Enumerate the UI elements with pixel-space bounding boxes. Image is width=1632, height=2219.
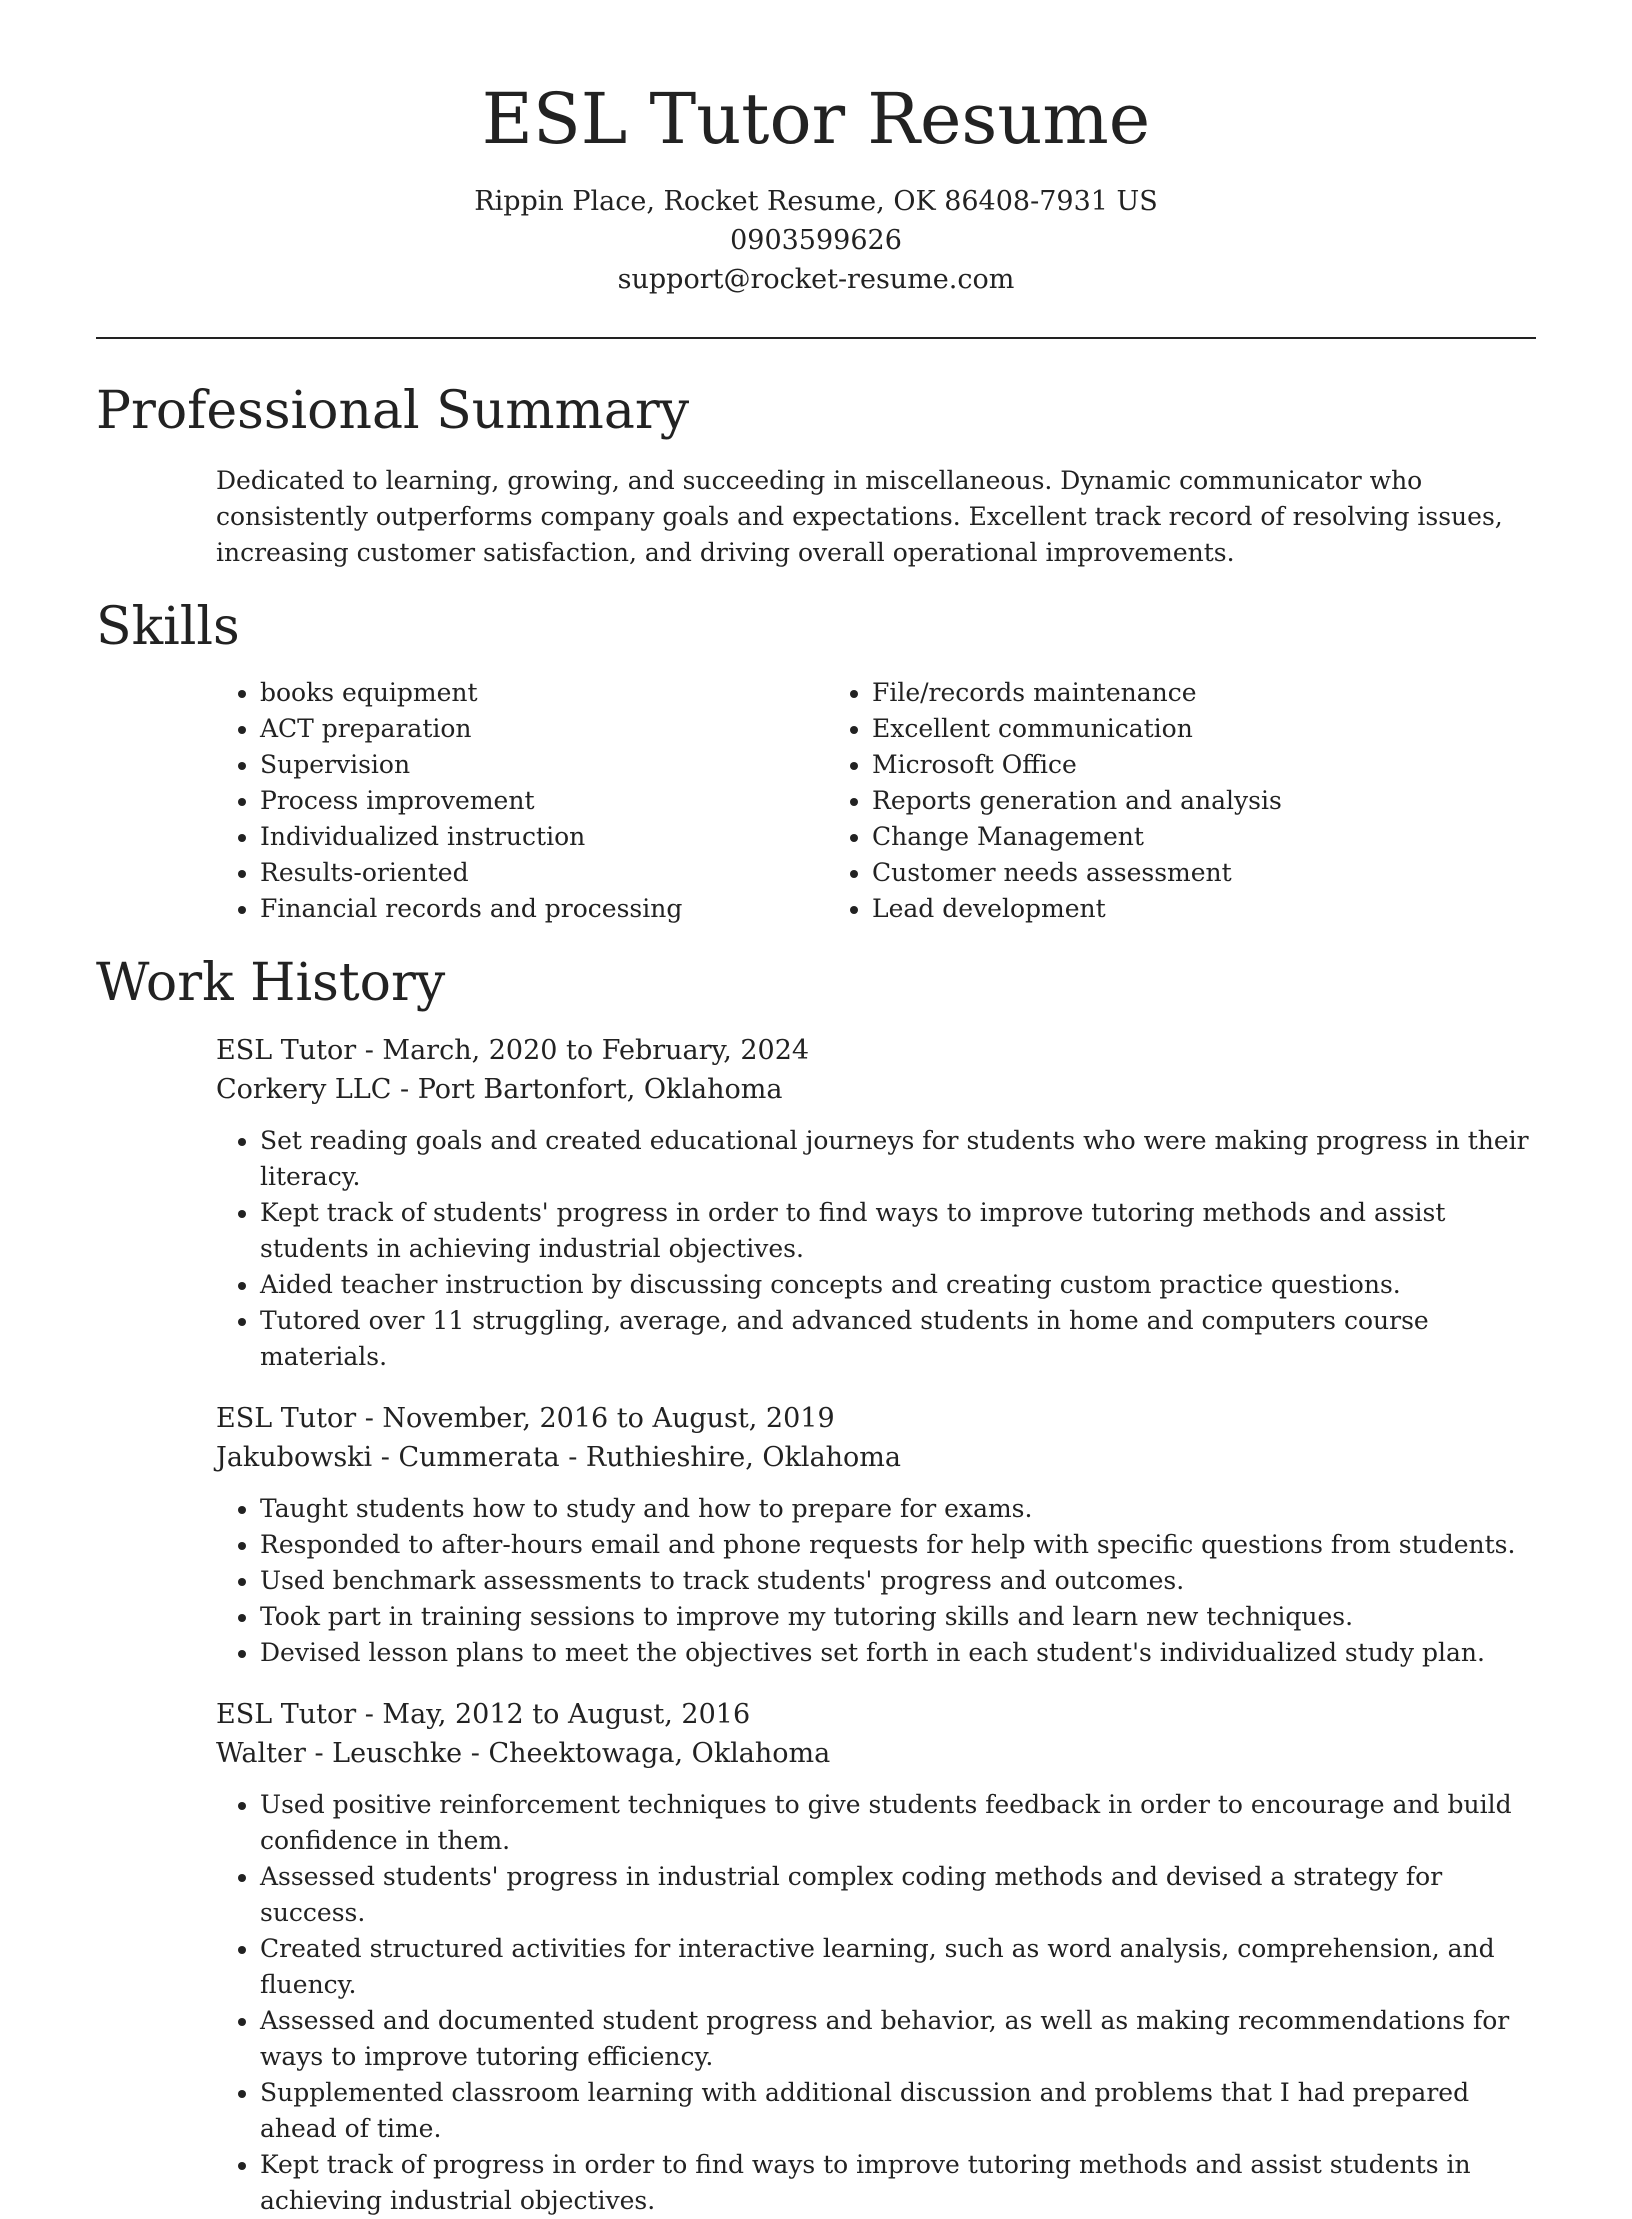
skills-column-left (216, 675, 822, 927)
contact-address: Rippin Place, Rocket Resume, OK 86408-7931 US (474, 186, 1158, 217)
job-bullet: • Used positive reinforcement techniques to give students feedback in order to encourage and build confidence in them. (260, 1787, 1536, 1859)
skill-item: • books equipment (260, 675, 822, 711)
job-bullet: • Used benchmark assessments to track students' progress and outcomes. (260, 1563, 1536, 1599)
skills-list (216, 675, 1536, 927)
job-bullet: • Supplemented classroom learning with additional discussion and problems that I had prepared ahead of time. (260, 2075, 1536, 2147)
resume-header (96, 0, 1536, 299)
job-bullets (216, 1491, 1536, 1671)
section-title-skills: Skills (96, 597, 240, 657)
job-entry (216, 1695, 1536, 2219)
skill-item: • Excellent communication (872, 711, 1428, 747)
job-bullet: • Responded to after-hours email and phone requests for help with specific questions from students. (260, 1527, 1536, 1563)
job-bullets (216, 1123, 1536, 1375)
job-bullet: • Assessed and documented student progress and behavior, as well as making recommendations for ways to improve tutoring efficiency. (260, 2003, 1536, 2075)
job-company-location: Walter - Leuschke - Cheektowaga, Oklahoma (216, 1738, 831, 1769)
skills-column-right (822, 675, 1428, 927)
job-bullet: • Kept track of students' progress in order to find ways to improve tutoring methods and assist students in achieving industrial objectives. (260, 1195, 1536, 1267)
job-bullet: • Aided teacher instruction by discussing concepts and creating custom practice questions. (260, 1267, 1536, 1303)
skill-item: • Financial records and processing (260, 891, 822, 927)
skill-item: • Microsoft Office (872, 747, 1428, 783)
job-bullets (216, 1787, 1536, 2219)
contact-email: support@rocket-resume.com (617, 264, 1015, 295)
skill-item: • Supervision (260, 747, 822, 783)
skill-item: • Individualized instruction (260, 819, 822, 855)
job-bullet: • Set reading goals and created educational journeys for students who were making progress in their literacy. (260, 1123, 1536, 1195)
job-role-dates: ESL Tutor - November, 2016 to August, 2019 (216, 1403, 835, 1434)
header-divider (96, 337, 1536, 339)
job-role-dates: ESL Tutor - March, 2020 to February, 2024 (216, 1035, 810, 1066)
skill-item: • ACT preparation (260, 711, 822, 747)
resume-title: ESL Tutor Resume (481, 78, 1151, 160)
skill-item: • Customer needs assessment (872, 855, 1428, 891)
resume-page (96, 0, 1536, 2219)
contact-info (96, 182, 1536, 299)
job-bullet: • Taught students how to study and how to prepare for exams. (260, 1491, 1536, 1527)
job-company-location: Corkery LLC - Port Bartonfort, Oklahoma (216, 1074, 783, 1105)
work-history-list (216, 1031, 1536, 2219)
skill-item: • Change Management (872, 819, 1428, 855)
job-bullet: • Kept track of progress in order to find ways to improve tutoring methods and assist students in achieving industrial objectives. (260, 2147, 1536, 2219)
job-bullet: • Tutored over 11 struggling, average, and advanced students in home and computers course materials. (260, 1303, 1536, 1375)
job-bullet: • Created structured activities for interactive learning, such as word analysis, comprehension, and fluency. (260, 1931, 1536, 2003)
job-entry (216, 1031, 1536, 1375)
job-bullet: • Assessed students' progress in industrial complex coding methods and devised a strategy for success. (260, 1859, 1536, 1931)
job-company-location: Jakubowski - Cummerata - Ruthieshire, Oklahoma (216, 1442, 902, 1473)
skill-item: • Results-oriented (260, 855, 822, 891)
contact-phone: 0903599626 (730, 225, 902, 256)
job-role-dates: ESL Tutor - May, 2012 to August, 2016 (216, 1699, 751, 1730)
section-title-work-history: Work History (96, 953, 446, 1013)
skill-item: • Lead development (872, 891, 1428, 927)
job-bullet: • Devised lesson plans to meet the objectives set forth in each student's individualized study plan. (260, 1635, 1536, 1671)
skill-item: • File/records maintenance (872, 675, 1428, 711)
summary-text: Dedicated to learning, growing, and succeeding in miscellaneous. Dynamic communicator who consistently outperforms company goals and expectations. Excellent track record of resolving issues, increasing customer satisfaction, and driving overall operational improvements. (216, 466, 1503, 567)
section-title-summary: Professional Summary (96, 381, 690, 441)
job-entry (216, 1399, 1536, 1671)
skill-item: • Process improvement (260, 783, 822, 819)
skill-item: • Reports generation and analysis (872, 783, 1428, 819)
job-bullet: • Took part in training sessions to improve my tutoring skills and learn new techniques. (260, 1599, 1536, 1635)
